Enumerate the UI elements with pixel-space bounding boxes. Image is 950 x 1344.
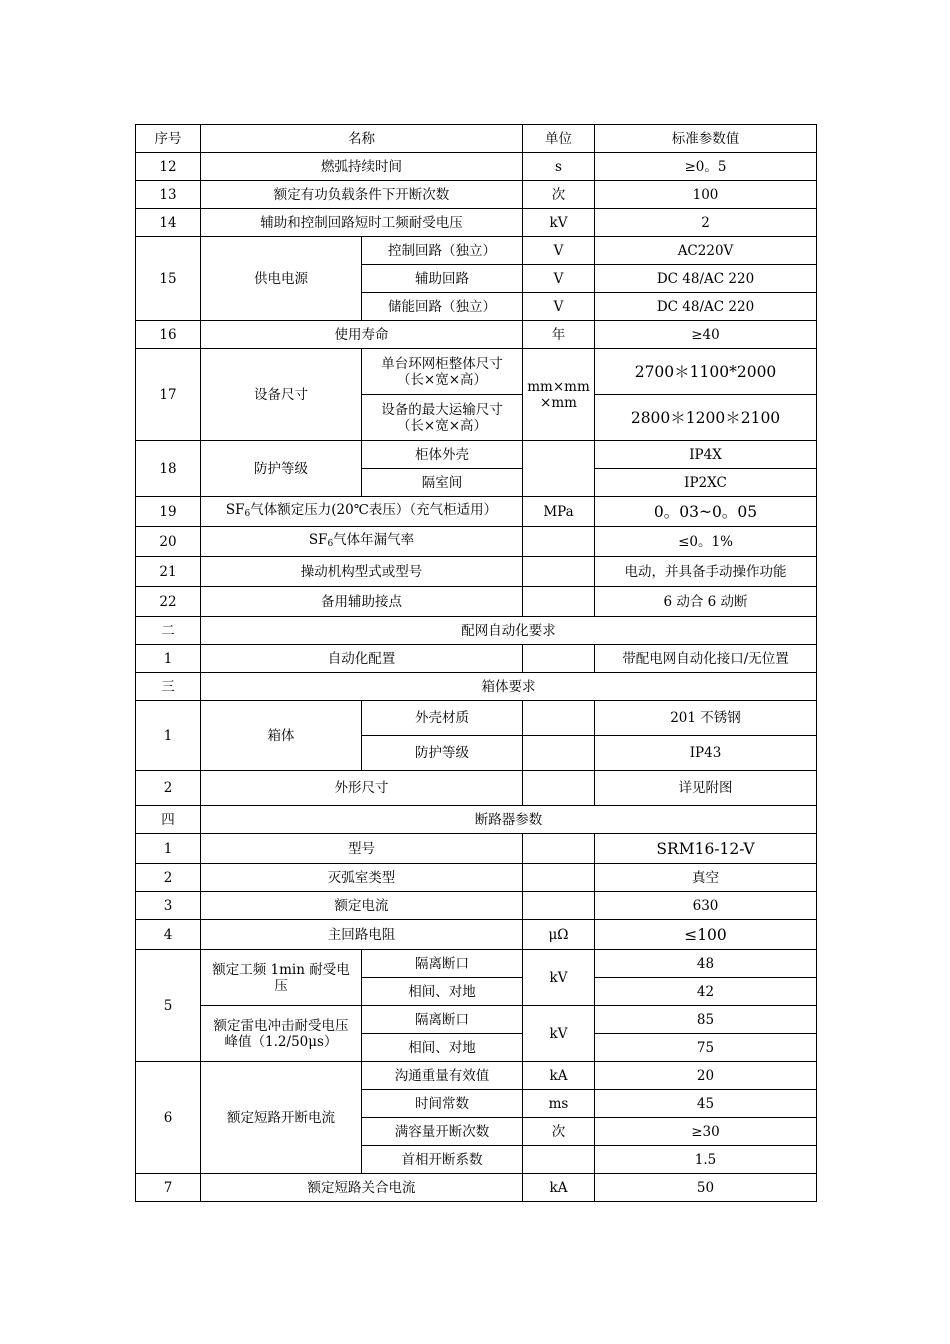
row-value: 真空 — [595, 864, 817, 892]
parameter-table — [135, 124, 817, 1202]
row-unit: kA — [523, 1062, 595, 1090]
sub-name: 隔室间 — [362, 469, 523, 497]
row-name: 灭弧室类型 — [201, 864, 523, 892]
row-unit — [523, 892, 595, 920]
row-unit: kV — [523, 1006, 595, 1062]
table-row — [136, 237, 817, 265]
row-value: 电动，并具备手动操作功能 — [595, 557, 817, 587]
header-no: 序号 — [136, 125, 201, 153]
row-unit — [523, 701, 595, 736]
row-unit — [523, 645, 595, 673]
table-row — [136, 181, 817, 209]
row-value: 2 — [595, 209, 817, 237]
row-value: ≥30 — [595, 1118, 817, 1146]
row-value: 详见附图 — [595, 771, 817, 806]
row-no: 22 — [136, 587, 201, 617]
sub-name — [362, 395, 523, 441]
sub-name: 防护等级 — [362, 736, 523, 771]
row-unit — [523, 527, 595, 557]
table-row — [136, 1006, 817, 1034]
row-no: 13 — [136, 181, 201, 209]
sub-name: 控制回路（独立） — [362, 237, 523, 265]
row-name: 设备尺寸 — [201, 349, 362, 441]
group-name-line2: 峰值（1.2/50μs） — [224, 1033, 338, 1050]
row-no: 15 — [136, 237, 201, 321]
row-value: 201 不锈钢 — [595, 701, 817, 736]
table-row — [136, 441, 817, 469]
row-unit — [523, 587, 595, 617]
row-unit: μΩ — [523, 920, 595, 950]
table-row — [136, 892, 817, 920]
table-row — [136, 771, 817, 806]
row-unit: 次 — [523, 181, 595, 209]
sub-name: 辅助回路 — [362, 265, 523, 293]
row-unit — [523, 736, 595, 771]
header-name: 名称 — [201, 125, 523, 153]
row-name: 使用寿命 — [201, 321, 523, 349]
table-row — [136, 1062, 817, 1090]
row-value: 6 动合 6 动断 — [595, 587, 817, 617]
group-name-line1: 额定雷电冲击耐受电压 — [213, 1017, 349, 1034]
row-unit: ms — [523, 1090, 595, 1118]
row-no: 2 — [136, 864, 201, 892]
table-row — [136, 587, 817, 617]
name-rest: 气体年漏气率 — [333, 531, 415, 548]
row-name: 供电电源 — [201, 237, 362, 321]
row-unit: V — [523, 293, 595, 321]
row-name: 外形尺寸 — [201, 771, 523, 806]
row-unit: kV — [523, 950, 595, 1006]
group-name — [201, 950, 362, 1006]
row-name: 防护等级 — [201, 441, 362, 497]
sub-name: 储能回路（独立） — [362, 293, 523, 321]
row-no: 12 — [136, 153, 201, 181]
sf6-subscript: 6 — [244, 508, 251, 519]
row-value: ≤0。1% — [595, 527, 817, 557]
row-unit: 年 — [523, 321, 595, 349]
row-value: IP2XC — [595, 469, 817, 497]
row-name: 型号 — [201, 834, 523, 864]
group-name-line2: 压 — [274, 977, 288, 994]
table-row — [136, 349, 817, 395]
section-title: 箱体要求 — [201, 673, 817, 701]
row-no: 18 — [136, 441, 201, 497]
row-value: 45 — [595, 1090, 817, 1118]
row-name: 操动机构型式或型号 — [201, 557, 523, 587]
row-name: 箱体 — [201, 701, 362, 771]
row-no: 17 — [136, 349, 201, 441]
section-row — [136, 617, 817, 645]
sf6-prefix: SF — [308, 531, 328, 548]
row-value: DC 48/AC 220 — [595, 293, 817, 321]
sub-name-line2: （长×宽×高） — [396, 371, 488, 388]
row-unit — [523, 771, 595, 806]
row-no: 1 — [136, 834, 201, 864]
row-name: 辅助和控制回路短时工频耐受电压 — [201, 209, 523, 237]
row-value: ≤100 — [595, 920, 817, 950]
header-value: 标准参数值 — [595, 125, 817, 153]
row-value: DC 48/AC 220 — [595, 265, 817, 293]
row-name: 额定短路开断电流 — [201, 1062, 362, 1174]
sub-name: 外壳材质 — [362, 701, 523, 736]
unit-line2: ×mm — [540, 394, 577, 411]
row-unit — [523, 864, 595, 892]
sf6-subscript: 6 — [327, 538, 334, 549]
section-no: 二 — [136, 617, 201, 645]
table-row — [136, 153, 817, 181]
row-value: 42 — [595, 978, 817, 1006]
sub-name: 隔离断口 — [362, 1006, 523, 1034]
sub-name: 隔离断口 — [362, 950, 523, 978]
row-name: 额定短路关合电流 — [201, 1174, 523, 1202]
row-name: 额定电流 — [201, 892, 523, 920]
row-no: 5 — [136, 950, 201, 1062]
sub-name: 沟通重量有效值 — [362, 1062, 523, 1090]
row-value: 48 — [595, 950, 817, 978]
row-unit: s — [523, 153, 595, 181]
table-row — [136, 701, 817, 736]
row-unit: kV — [523, 209, 595, 237]
row-no: 20 — [136, 527, 201, 557]
row-unit — [523, 557, 595, 587]
row-value: 20 — [595, 1062, 817, 1090]
row-no: 7 — [136, 1174, 201, 1202]
row-unit: 次 — [523, 1118, 595, 1146]
row-no: 19 — [136, 497, 201, 527]
row-unit: kA — [523, 1174, 595, 1202]
table-row — [136, 209, 817, 237]
row-value: SRM16-12-V — [595, 834, 817, 864]
group-name — [201, 1006, 362, 1062]
table-row — [136, 321, 817, 349]
row-name: 自动化配置 — [201, 645, 523, 673]
row-no: 2 — [136, 771, 201, 806]
row-value: IP4X — [595, 441, 817, 469]
row-value: 2800＊1200＊2100 — [595, 395, 817, 441]
table-row — [136, 920, 817, 950]
row-value: ≥0。5 — [595, 153, 817, 181]
row-no: 1 — [136, 645, 201, 673]
row-value: IP43 — [595, 736, 817, 771]
sub-name-line1: 单台环网柜整体尺寸 — [381, 355, 503, 372]
row-value: 带配电网自动化接口/无位置 — [595, 645, 817, 673]
row-value: 2700＊1100*2000 — [595, 349, 817, 395]
section-no: 四 — [136, 806, 201, 834]
unit-line1: mm×mm — [527, 378, 590, 395]
sub-name-line1: 设备的最大运输尺寸 — [381, 401, 503, 418]
row-no: 3 — [136, 892, 201, 920]
row-value: 50 — [595, 1174, 817, 1202]
table-row — [136, 950, 817, 978]
sub-name: 柜体外壳 — [362, 441, 523, 469]
header-unit: 单位 — [523, 125, 595, 153]
row-value: 0。03~0。05 — [595, 497, 817, 527]
row-no: 21 — [136, 557, 201, 587]
row-value: AC220V — [595, 237, 817, 265]
row-unit: MPa — [523, 497, 595, 527]
row-name: 燃弧持续时间 — [201, 153, 523, 181]
table-row — [136, 527, 817, 557]
name-rest: 气体额定压力(20℃表压）（充气柜适用） — [250, 501, 498, 518]
table-row — [136, 557, 817, 587]
row-unit — [523, 349, 595, 441]
table-row — [136, 1174, 817, 1202]
table-row — [136, 497, 817, 527]
table-row — [136, 645, 817, 673]
section-row — [136, 806, 817, 834]
row-unit — [523, 441, 595, 497]
row-no: 14 — [136, 209, 201, 237]
row-name: 备用辅助接点 — [201, 587, 523, 617]
row-no: 16 — [136, 321, 201, 349]
row-no: 4 — [136, 920, 201, 950]
section-title: 断路器参数 — [201, 806, 817, 834]
row-value: 75 — [595, 1034, 817, 1062]
table-header-row — [136, 125, 817, 153]
section-row — [136, 673, 817, 701]
section-no: 三 — [136, 673, 201, 701]
row-value: 630 — [595, 892, 817, 920]
sf6-prefix: SF — [225, 501, 245, 518]
group-name-line1: 额定工频 1min 耐受电 — [212, 961, 350, 978]
sub-name: 首相开断系数 — [362, 1146, 523, 1174]
section-title: 配网自动化要求 — [201, 617, 817, 645]
row-no: 6 — [136, 1062, 201, 1174]
row-unit: V — [523, 265, 595, 293]
sub-name: 时间常数 — [362, 1090, 523, 1118]
row-value: 100 — [595, 181, 817, 209]
row-unit — [523, 834, 595, 864]
table-row — [136, 834, 817, 864]
row-name: 主回路电阻 — [201, 920, 523, 950]
table-row — [136, 864, 817, 892]
row-unit — [523, 1146, 595, 1174]
sub-name: 相间、对地 — [362, 1034, 523, 1062]
row-unit: V — [523, 237, 595, 265]
row-no: 1 — [136, 701, 201, 771]
sub-name: 相间、对地 — [362, 978, 523, 1006]
row-value: 1.5 — [595, 1146, 817, 1174]
row-name — [201, 497, 523, 527]
sub-name: 满容量开断次数 — [362, 1118, 523, 1146]
row-name: 额定有功负载条件下开断次数 — [201, 181, 523, 209]
row-value: ≥40 — [595, 321, 817, 349]
row-name — [201, 527, 523, 557]
sub-name — [362, 349, 523, 395]
sub-name-line2: （长×宽×高） — [396, 417, 488, 434]
row-value: 85 — [595, 1006, 817, 1034]
